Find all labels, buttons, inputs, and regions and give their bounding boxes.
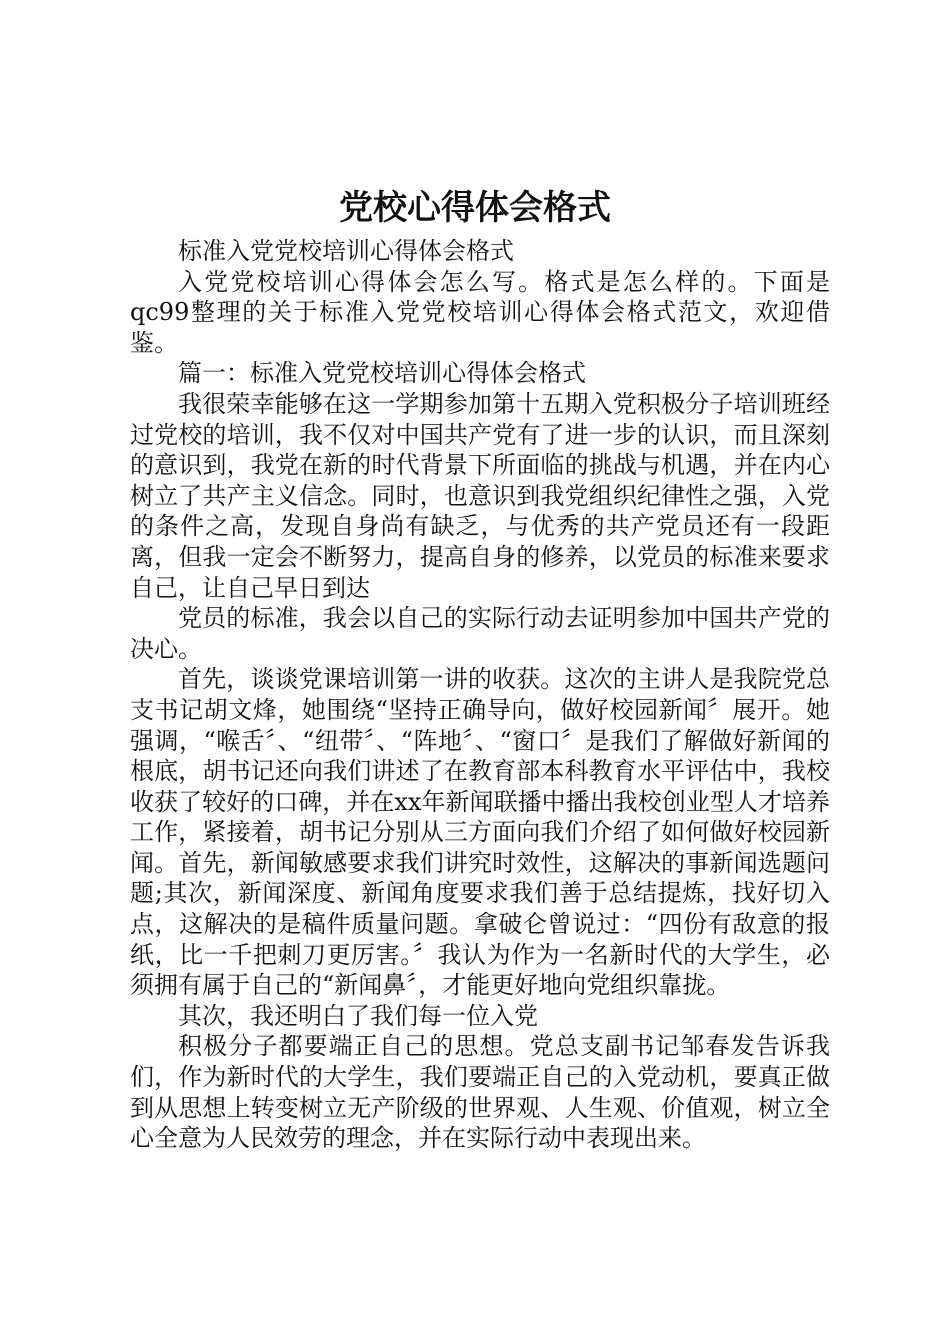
paragraph: 入党党校培训心得体会怎么写。格式是怎么样的。下面是qc99整理的关于标准入党党校培训心得体会格式范文，欢迎借鉴。 <box>130 267 830 357</box>
paragraph: 其次，我还明白了我们每一位入党 <box>178 1001 538 1030</box>
document-body <box>130 236 830 1154</box>
paragraph: 首先，谈谈党课培训第一讲的收获。这次的主讲人是我院党总支书记胡文烽，她围绕“坚持正确导向，做好校园新闻〞展开。她强调，“喉舌〞、“纽带〞、“阵地〞、“窗口〞是我们了解做好新闻的根底，胡书记还向我们讲述了在教育部本科教育水平评估中，我校收获了较好的口碑，并在xx年新闻联播中播出我校创业型人才培养工作，紧接着，胡书记分别从三方面向我们介绍了如何做好校园新闻。首先，新闻敏感要求我们讲究时效性，这解决的事新闻选题问题;其次，新闻深度、新闻角度要求我们善于总结提炼，找好切入点，这解决的是稿件质量问题。拿破仑曾说过：“四份有敌意的报纸，比一千把刺刀更厉害。〞我认为作为一名新时代的大学生，必须拥有属于自己的“新闻鼻〞，才能更好地向党组织靠拢。 <box>130 665 830 1000</box>
paragraph: 积极分子都要端正自己的思想。党总支副书记邹春发告诉我们，作为新时代的大学生，我们要端正自己的入党动机，要真正做到从思想上转变树立无产阶级的世界观、人生观、价值观，树立全心全意为人民效劳的理念，并在实际行动中表现出来。 <box>130 1032 830 1153</box>
paragraph: 我很荣幸能够在这一学期参加第十五期入党积极分子培训班经过党校的培训，我不仅对中国共产党有了进一步的认识，而且深刻的意识到，我党在新的时代背景下所面临的挑战与机遇，并在内心树立了共产主义信念。同时，也意识到我党组织纪律性之强，入党的条件之高，发现自身尚有缺乏，与优秀的共产党员还有一段距离，但我一定会不断努力，提高自身的修养，以党员的标准来要求自己，让自己早日到达 <box>130 389 830 602</box>
paragraph: 标准入党党校培训心得体会格式 <box>178 237 514 265</box>
paragraph: 篇一：标准入党党校培训心得体会格式 <box>178 359 586 388</box>
paragraph: 党员的标准，我会以自己的实际行动去证明参加中国共产党的决心。 <box>130 604 830 663</box>
document-title: 党校心得体会格式 <box>339 188 611 228</box>
